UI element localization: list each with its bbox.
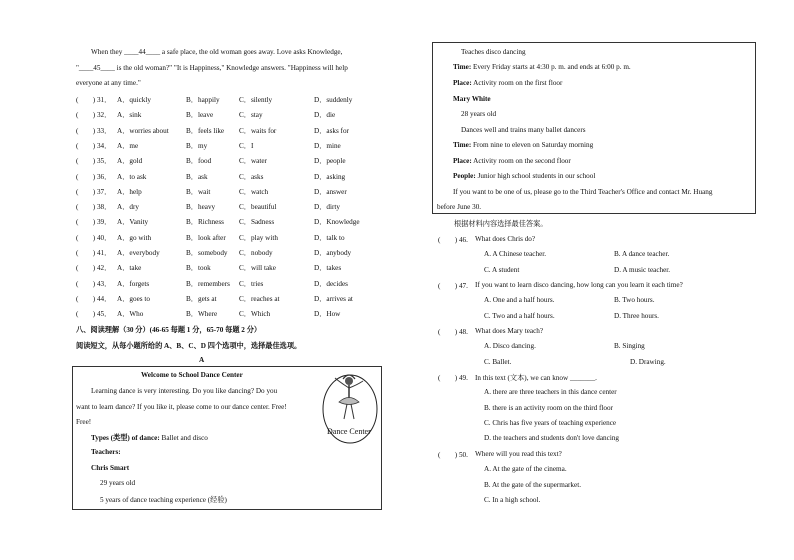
option-c[interactable]: C．play with: [239, 233, 278, 242]
types-line: [91, 433, 208, 443]
option-b[interactable]: B．somebody: [186, 249, 228, 257]
question-number: ( ) 46.: [438, 236, 468, 244]
place-value: Activity room on the first floor: [473, 79, 563, 87]
passage-line-2: "____45____ is the old woman?" "It is Happiness," Knowledge answers. "Happiness will help: [76, 64, 348, 72]
question-number: ( ) 40．: [76, 233, 112, 242]
types-value: Ballet and disco: [161, 434, 208, 442]
option-a[interactable]: A．to ask: [117, 172, 147, 181]
option-c[interactable]: C．water: [239, 157, 267, 166]
q49-option-b[interactable]: B. there is an activity room on the third floor: [484, 404, 613, 412]
dance-center-box-left: [72, 366, 382, 510]
question-number: ( ) 33．: [76, 126, 112, 135]
option-c[interactable]: C．nobody: [239, 249, 273, 257]
option-d[interactable]: D. Drawing.: [630, 358, 666, 366]
option-a[interactable]: A. One and a half hours.: [484, 296, 555, 304]
option-b[interactable]: B．ask: [186, 172, 208, 181]
option-d[interactable]: D．asking: [314, 172, 346, 181]
chris-teaches: Teaches disco dancing: [461, 48, 526, 56]
question-stem: What does Chris do?: [475, 235, 536, 243]
time2-label: Time:: [453, 141, 472, 149]
question-number: ( ) 42．: [76, 264, 112, 273]
option-a[interactable]: A．dry: [117, 203, 139, 212]
q49-option-c[interactable]: C. Chris has five years of teaching experience: [484, 419, 617, 427]
box-intro-1: Learning dance is very interesting. Do you like dancing? Do you: [91, 387, 278, 395]
option-c[interactable]: C．will take: [239, 264, 276, 273]
q50-stem: Where will you read this text?: [475, 450, 562, 458]
option-c[interactable]: C．I: [239, 141, 254, 150]
option-c[interactable]: C．beautiful: [239, 203, 277, 212]
reading-instructions: 根据材料内容选择最佳答案。: [454, 220, 548, 228]
option-d[interactable]: D．answer: [314, 187, 347, 196]
option-d[interactable]: D．dirty: [314, 203, 340, 212]
contact-line-2: before June 30.: [437, 203, 482, 211]
option-d[interactable]: D. Three hours.: [614, 312, 659, 320]
logo-text: Dance Center: [327, 427, 371, 436]
q49-option-a[interactable]: A. there are three teachers in this dance center: [484, 388, 617, 396]
option-b[interactable]: B．look after: [186, 233, 226, 242]
option-a[interactable]: A．quickly: [117, 96, 151, 104]
place2-label: Place:: [453, 157, 472, 165]
q50-option-b[interactable]: B. At the gate of the supermarket.: [484, 481, 582, 489]
people-label: People:: [453, 172, 476, 180]
option-d[interactable]: D．How: [314, 310, 341, 319]
place2-line: [453, 157, 571, 165]
passage-label: A: [199, 356, 205, 364]
option-b[interactable]: B．remembers: [186, 279, 230, 288]
option-b[interactable]: B. Two hours.: [614, 296, 655, 304]
section-instructions: 阅读短文，从每小题所给的 A、B、C、D 四个选项中，选择最佳选项。: [76, 342, 302, 350]
option-b[interactable]: B. A dance teacher.: [614, 250, 670, 258]
option-c[interactable]: C. Ballet.: [484, 358, 512, 366]
q49-number: ( ) 49.: [438, 374, 468, 382]
q49-option-d[interactable]: D. the teachers and students don't love dancing: [484, 434, 620, 442]
option-b[interactable]: B．food: [186, 157, 212, 166]
time-line: [453, 63, 631, 71]
place2-value: Activity room on the second floor: [473, 157, 571, 165]
question-number: ( ) 35．: [76, 157, 112, 166]
option-a[interactable]: A．everybody: [117, 249, 160, 257]
option-b[interactable]: B．wait: [186, 187, 211, 196]
teacher-age-mary: 28 years old: [461, 110, 497, 118]
option-a[interactable]: A．go with: [117, 233, 152, 242]
box-intro-2: want to learn dance? If you like it, please come to our dance center. Free!: [76, 403, 287, 411]
option-c[interactable]: C．silently: [239, 96, 273, 104]
question-number: ( ) 43．: [76, 279, 112, 288]
dance-center-box-right: [432, 42, 756, 214]
question-number: ( ) 38．: [76, 203, 112, 212]
question-number: ( ) 44．: [76, 294, 112, 303]
option-a[interactable]: A．me: [117, 141, 139, 150]
question-number: ( ) 36．: [76, 172, 112, 181]
question-number: ( ) 37．: [76, 187, 112, 196]
types-label: Types (类型) of dance:: [91, 434, 160, 442]
option-c[interactable]: C．stay: [239, 111, 263, 120]
passage-line-3: everyone at any time.": [76, 79, 141, 87]
option-a[interactable]: A. Disco dancing.: [484, 342, 536, 350]
question-number: ( ) 41．: [76, 249, 112, 257]
dance-center-logo: [321, 369, 379, 445]
option-d[interactable]: D．suddenly: [314, 96, 353, 104]
q49-stem: In this text (文本), we can know _______.: [475, 374, 597, 382]
option-c[interactable]: C. Two and a half hours.: [484, 312, 555, 320]
option-a[interactable]: A．sink: [117, 111, 142, 120]
contact-line-1: If you want to be one of us, please go to the Third Teacher's Office and contact Mr. Huang: [453, 188, 713, 196]
option-d[interactable]: D. A music teacher.: [614, 266, 671, 274]
question-stem: What does Mary teach?: [475, 327, 544, 335]
option-b[interactable]: B．my: [186, 141, 208, 150]
option-b[interactable]: B．Richness: [186, 218, 224, 227]
option-a[interactable]: A．Who: [117, 310, 144, 319]
section-title: 八、阅读理解（30 分）(46-65 每题 1 分，65-70 每题 2 分）: [76, 326, 262, 334]
option-c[interactable]: C．Sadness: [239, 218, 275, 227]
option-a[interactable]: A．Vanity: [117, 218, 149, 227]
people-line: [453, 172, 595, 180]
box-intro-3: Free!: [76, 418, 92, 426]
question-number: ( ) 45．: [76, 310, 112, 319]
q50-option-c[interactable]: C. In a high school.: [484, 496, 541, 504]
option-a[interactable]: A．forgets: [117, 279, 150, 288]
option-b[interactable]: B．took: [186, 264, 211, 273]
option-b[interactable]: B．happily: [186, 96, 220, 104]
people-value: Junior high school students in our school: [477, 172, 596, 180]
option-b[interactable]: B．feels like: [186, 126, 225, 135]
option-d[interactable]: D．die: [314, 111, 336, 120]
question-number: ( ) 47.: [438, 282, 468, 290]
option-c[interactable]: C. A student: [484, 266, 520, 274]
option-d[interactable]: D．people: [314, 157, 346, 166]
q50-option-a[interactable]: A. At the gate of the cinema.: [484, 465, 567, 473]
option-a[interactable]: A．help: [117, 187, 142, 196]
teacher-name-mary: Mary White: [453, 95, 491, 103]
option-d[interactable]: D．asks for: [314, 126, 349, 135]
question-number: ( ) 34．: [76, 141, 112, 150]
box-title: Welcome to School Dance Center: [141, 371, 243, 379]
option-d[interactable]: D．anybody: [314, 249, 352, 257]
option-b[interactable]: B．Where: [186, 310, 218, 319]
option-a[interactable]: A．take: [117, 264, 142, 273]
option-a[interactable]: A．gold: [117, 157, 143, 166]
option-a[interactable]: A. A Chinese teacher.: [484, 250, 547, 258]
option-c[interactable]: C．tries: [239, 279, 264, 288]
passage-line-1: When they ____44____ a safe place, the old woman goes away. Love asks Knowledge,: [91, 48, 343, 56]
teacher-exp-chris: 5 years of dance teaching experience (经验): [100, 496, 227, 504]
place-label: Place:: [453, 79, 472, 87]
q50-number: ( ) 50.: [438, 451, 468, 459]
time-label: Time:: [453, 63, 472, 71]
question-number: ( ) 31．: [76, 96, 112, 104]
teachers-label: Teachers:: [91, 448, 121, 456]
time-value: Every Friday starts at 4:30 p. m. and ends at 6:00 p. m.: [473, 63, 631, 71]
option-b[interactable]: B．heavy: [186, 203, 216, 212]
option-d[interactable]: D．takes: [314, 264, 342, 273]
question-number: ( ) 39．: [76, 218, 112, 227]
time2-line: [453, 141, 593, 149]
question-number: ( ) 32．: [76, 111, 112, 120]
teacher-desc-mary: Dances well and trains many ballet dancers: [461, 126, 586, 134]
option-c[interactable]: C．reaches at: [239, 294, 280, 303]
option-b[interactable]: B．leave: [186, 111, 214, 120]
option-b[interactable]: B. Singing: [614, 342, 645, 350]
option-d[interactable]: D．decides: [314, 279, 348, 288]
option-c[interactable]: C．waits for: [239, 126, 277, 135]
option-a[interactable]: A．worries about: [117, 126, 169, 135]
question-stem: If you want to learn disco dancing, how long can you learn it each time?: [475, 281, 683, 289]
place-line: [453, 79, 562, 87]
question-number: ( ) 48.: [438, 328, 468, 336]
option-d[interactable]: D．talk to: [314, 233, 345, 242]
time2-value: From nine to eleven on Saturday morning: [473, 141, 594, 149]
option-b[interactable]: B．gets at: [186, 294, 217, 303]
teacher-age-chris: 29 years old: [100, 479, 136, 487]
teacher-name-chris: Chris Smart: [91, 464, 130, 472]
option-c[interactable]: C．watch: [239, 187, 269, 196]
option-a[interactable]: A．goes to: [117, 294, 150, 303]
option-d[interactable]: D．arrives at: [314, 294, 353, 303]
option-c[interactable]: C．asks: [239, 172, 264, 181]
option-c[interactable]: C．Which: [239, 310, 271, 319]
option-d[interactable]: D．mine: [314, 141, 341, 150]
option-d[interactable]: D．Knowledge: [314, 218, 360, 227]
